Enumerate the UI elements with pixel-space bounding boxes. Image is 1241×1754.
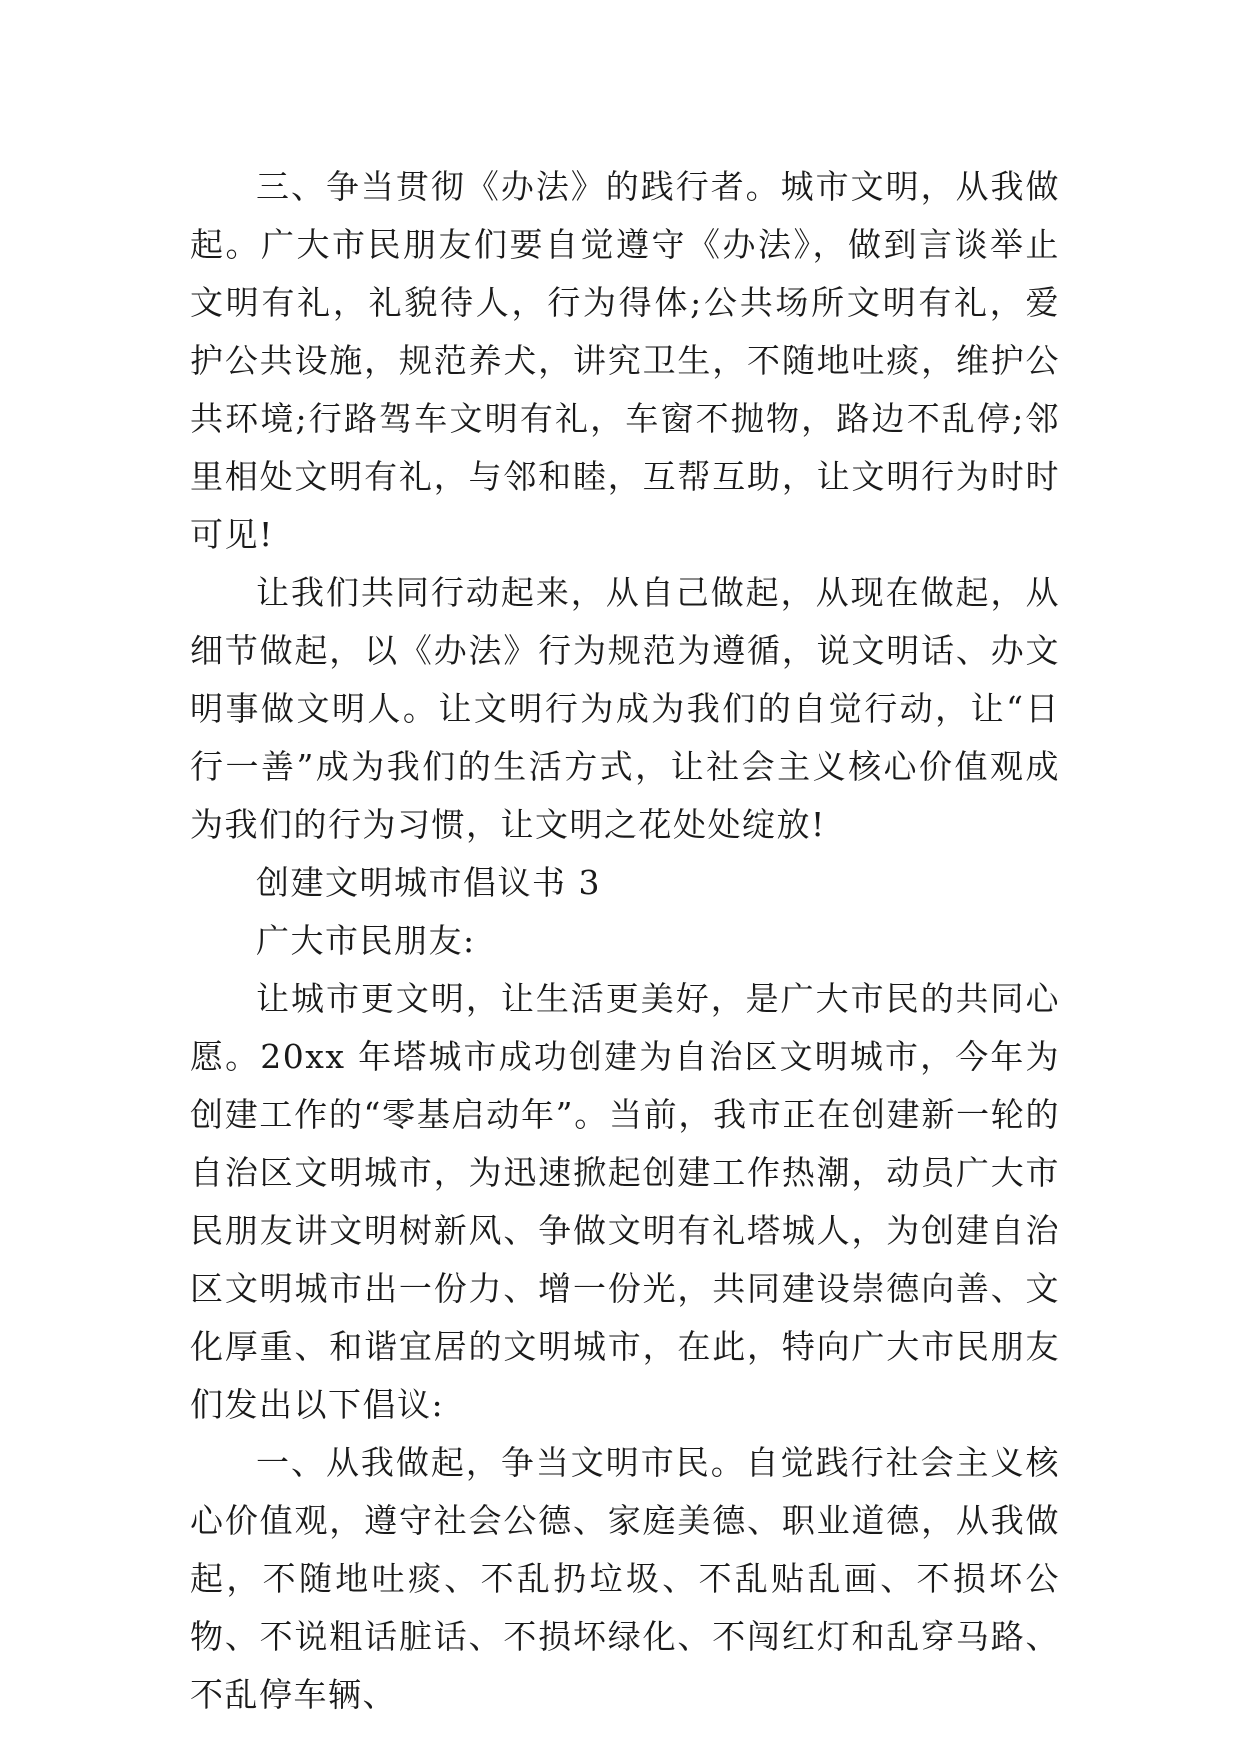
salutation: 广大市民朋友:: [256, 921, 476, 960]
paragraph-proposal-one: 一、从我做起，争当文明市民。自觉践行社会主义核心价值观，遵守社会公德、家庭美德、职业道德，从我做起，不随地吐痰、不乱扔垃圾、不乱贴乱画、不损坏公物、不说粗话脏话、不损坏绿化、不闯红灯和乱穿马路、不乱停车辆、: [190, 1443, 1060, 1714]
document-body: [190, 158, 1060, 1724]
paragraph-introduction: 让城市更文明，让生活更美好，是广大市民的共同心愿。20xx 年塔城市成功创建为自治区文明城市，今年为创建工作的“零基启动年”。当前，我市正在创建新一轮的自治区文明城市，为迅速掀起创建工作热潮，动员广大市民朋友讲文明树新风、争做文明有礼塔城人，为创建自治区文明城市出一份力、增一份光，共同建设崇德向善、文化厚重、和谐宜居的文明城市，在此，特向广大市民朋友们发出以下倡议:: [190, 979, 1060, 1424]
section-heading: 创建文明城市倡议书 3: [256, 863, 601, 902]
paragraph-practice: 三、争当贯彻《办法》的践行者。城市文明，从我做起。广大市民朋友们要自觉遵守《办法》，做到言谈举止文明有礼，礼貌待人，行为得体;公共场所文明有礼，爱护公共设施，规范养犬，讲究卫生，不随地吐痰，维护公共环境;行路驾车文明有礼，车窗不抛物，路边不乱停;邻里相处文明有礼，与邻和睦，互帮互助，让文明行为时时可见!: [190, 167, 1060, 554]
paragraph-call-to-action: 让我们共同行动起来，从自己做起，从现在做起，从细节做起，以《办法》行为规范为遵循，说文明话、办文明事做文明人。让文明行为成为我们的自觉行动，让“日行一善”成为我们的生活方式，让社会主义核心价值观成为我们的行为习惯，让文明之花处处绽放!: [190, 573, 1060, 844]
